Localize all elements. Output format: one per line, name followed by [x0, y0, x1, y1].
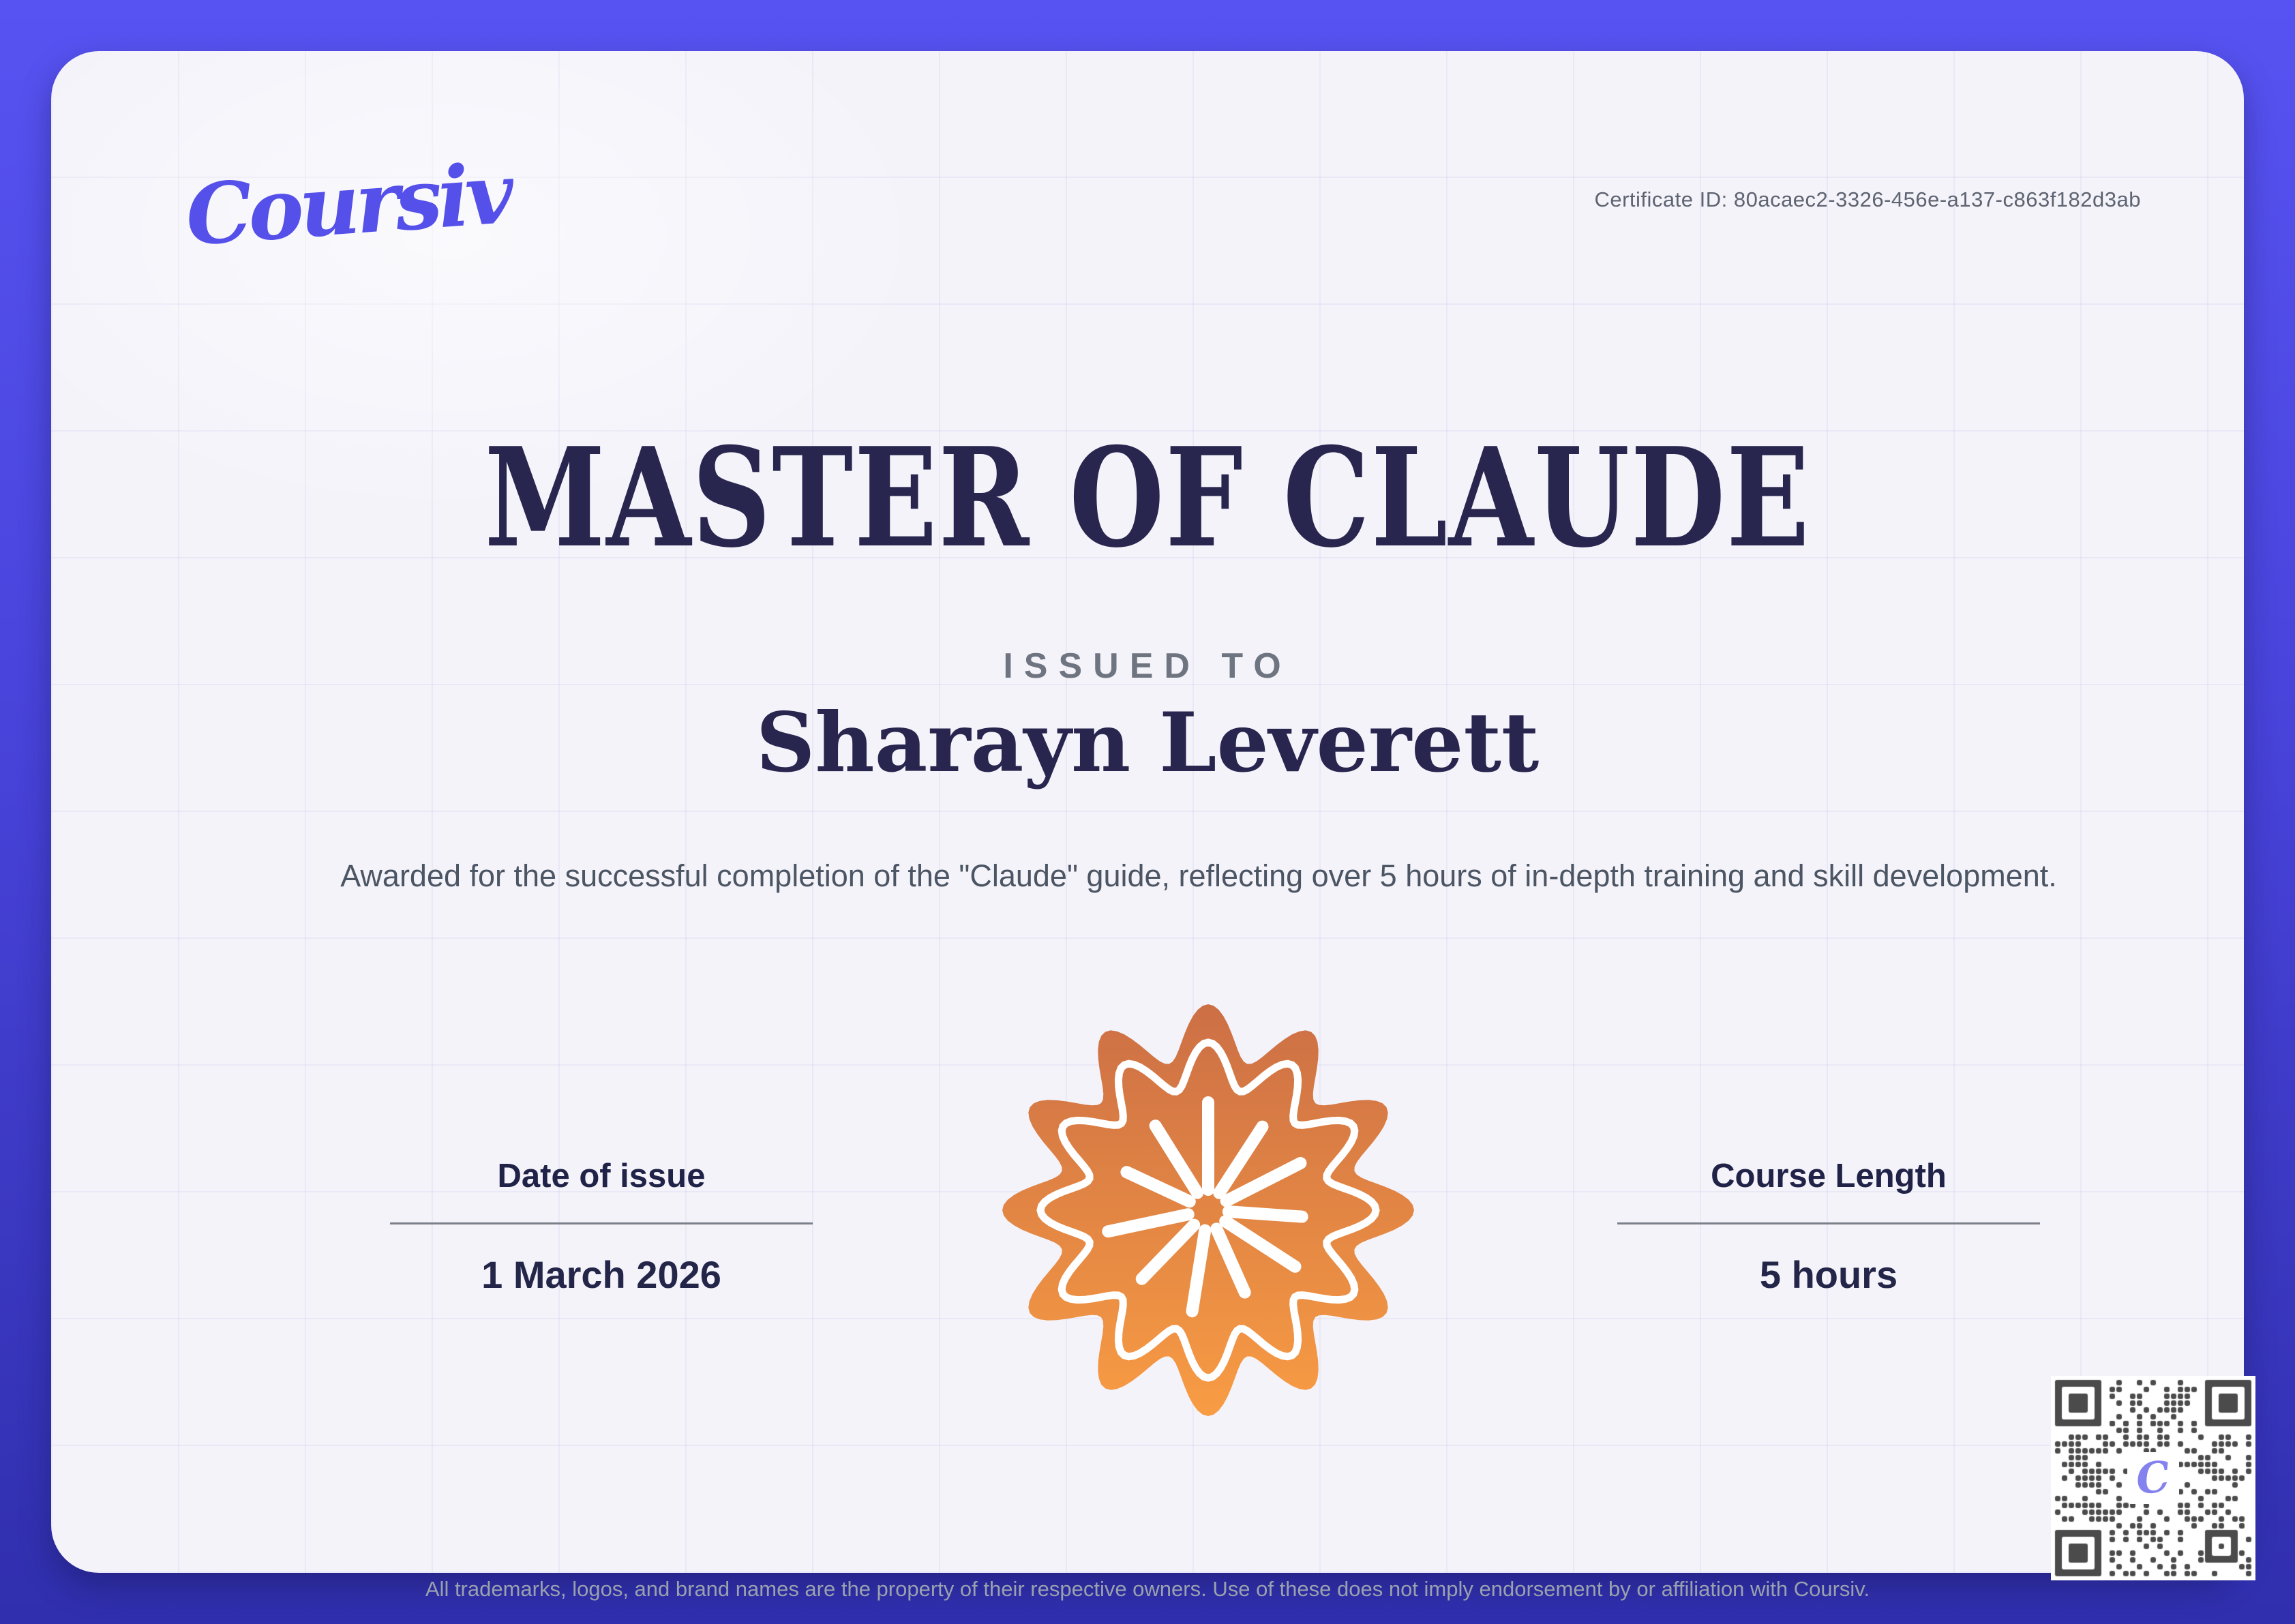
course-length-label: Course Length	[1711, 1158, 1947, 1194]
certificate-id-value: 80acaec2-3326-456e-a137-c863f182d3ab	[1733, 187, 2141, 211]
date-of-issue-value: 1 March 2026	[481, 1253, 721, 1296]
course-length-value: 5 hours	[1759, 1253, 1898, 1296]
certificate-id	[1594, 187, 2141, 212]
issued-to-label: ISSUED TO	[1003, 646, 1292, 686]
date-of-issue-block	[383, 1156, 820, 1297]
claude-starburst-icon	[997, 999, 1420, 1422]
recipient-name: Sharayn Leverett	[755, 695, 1540, 791]
qr-center-letter: C	[2133, 1451, 2173, 1505]
footer-disclaimer: All trademarks, logos, and brand names are the property of their respective owners. Use of these does not imply endorsement by or affiliation with Coursiv.	[425, 1577, 1870, 1601]
certificate-id-label: Certificate ID:	[1594, 187, 1728, 211]
certificate-title: MASTER OF CLAUDE	[484, 418, 1811, 578]
qr-center-logo	[2127, 1452, 2179, 1504]
qr-code-icon	[2051, 1376, 2255, 1580]
date-of-issue-label: Date of issue	[497, 1158, 706, 1194]
certificate-panel	[51, 51, 2244, 1601]
course-length-block	[1610, 1156, 2047, 1297]
divider-line	[390, 1222, 813, 1224]
award-description: Awarded for the successful completion of the "Claude" guide, reflecting over 5 hours of in-depth training and skill development.	[340, 858, 2057, 893]
coursiv-logo: Coursiv	[182, 144, 513, 265]
divider-line	[1617, 1222, 2040, 1224]
